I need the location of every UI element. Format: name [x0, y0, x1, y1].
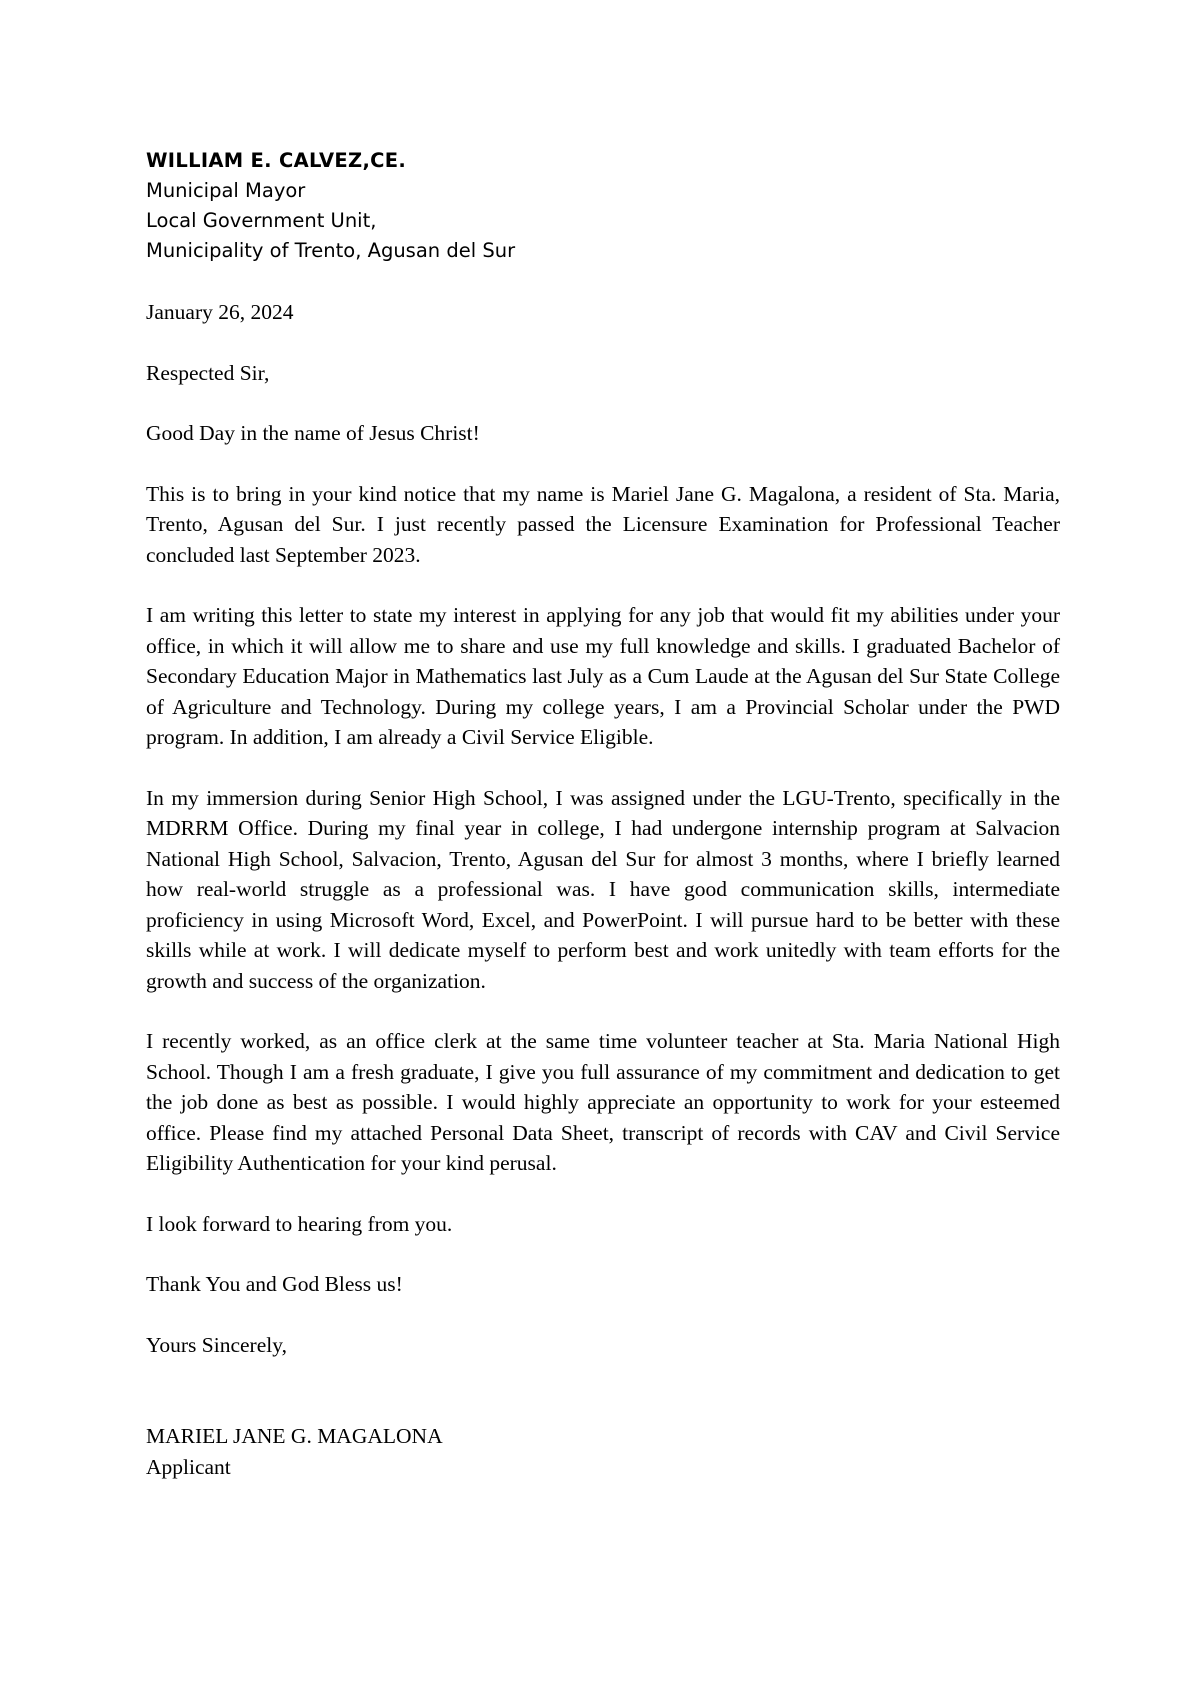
signature-name: MARIEL JANE G. MAGALONA: [146, 1424, 443, 1448]
body-paragraph-experience: In my immersion during Senior High School, I was assigned under the LGU-Trento, specifically in the MDRRM Office. During my final year in college, I had undergone internship program at Salvacion National High School, Salvacion, Trento, Agusan del Sur for almost 3 months, where I briefly learned how real-world struggle as a professional was. I have good communication skills, intermediate proficiency in using Microsoft Word, Excel, and PowerPoint. I will pursue hard to be better with these skills while at work. I will dedicate myself to perform best and work unitedly with team efforts for the growth and success of the organization.: [146, 785, 1060, 993]
recipient-address: Municipality of Trento, Agusan del Sur: [146, 239, 516, 262]
letter-body: [146, 146, 1060, 1482]
body-paragraph-interest: I am writing this letter to state my interest in applying for any job that would fit my abilities under your office, in which it will allow me to share and use my full knowledge and skills. I graduated Bachelor of Secondary Education Major in Mathematics last July as a Cum Laude at the Agusan del Sur State College of Agriculture and Technology. During my college years, I am a Provincial Scholar under the PWD program. In addition, I am already a Civil Service Eligible.: [146, 603, 1060, 749]
closing-thanks: Thank You and God Bless us!: [146, 1272, 403, 1296]
closing-sign-off: Yours Sincerely,: [146, 1332, 287, 1357]
recipient-name: WILLIAM E. CALVEZ,CE.: [146, 149, 407, 172]
salutation: Respected Sir,: [146, 360, 270, 385]
recipient-title: Municipal Mayor: [146, 179, 306, 202]
letter-date: January 26, 2024: [146, 300, 294, 324]
body-paragraph-introduction: This is to bring in your kind notice that my name is Mariel Jane G. Magalona, a resident of Sta. Maria, Trento, Agusan del Sur. I just recently passed the Licensure Examination for Professional Teacher concluded last September 2023.: [146, 481, 1060, 567]
signature-role: Applicant: [146, 1454, 231, 1479]
recipient-office: Local Government Unit,: [146, 209, 377, 232]
signature-block: [146, 1421, 1060, 1482]
closing-forward: I look forward to hearing from you.: [146, 1211, 453, 1236]
greeting: Good Day in the name of Jesus Christ!: [146, 421, 480, 445]
recipient-block: [146, 146, 1060, 266]
body-paragraph-work: I recently worked, as an office clerk at the same time volunteer teacher at Sta. Maria National High School. Though I am a fresh graduate, I give you full assurance of my commitment and dedication to get the job done as best as possible. I would highly appreciate an opportunity to work for your esteemed office. Please find my attached Personal Data Sheet, transcript of records with CAV and Civil Service Eligibility Authentication for your kind perusal.: [146, 1029, 1060, 1175]
